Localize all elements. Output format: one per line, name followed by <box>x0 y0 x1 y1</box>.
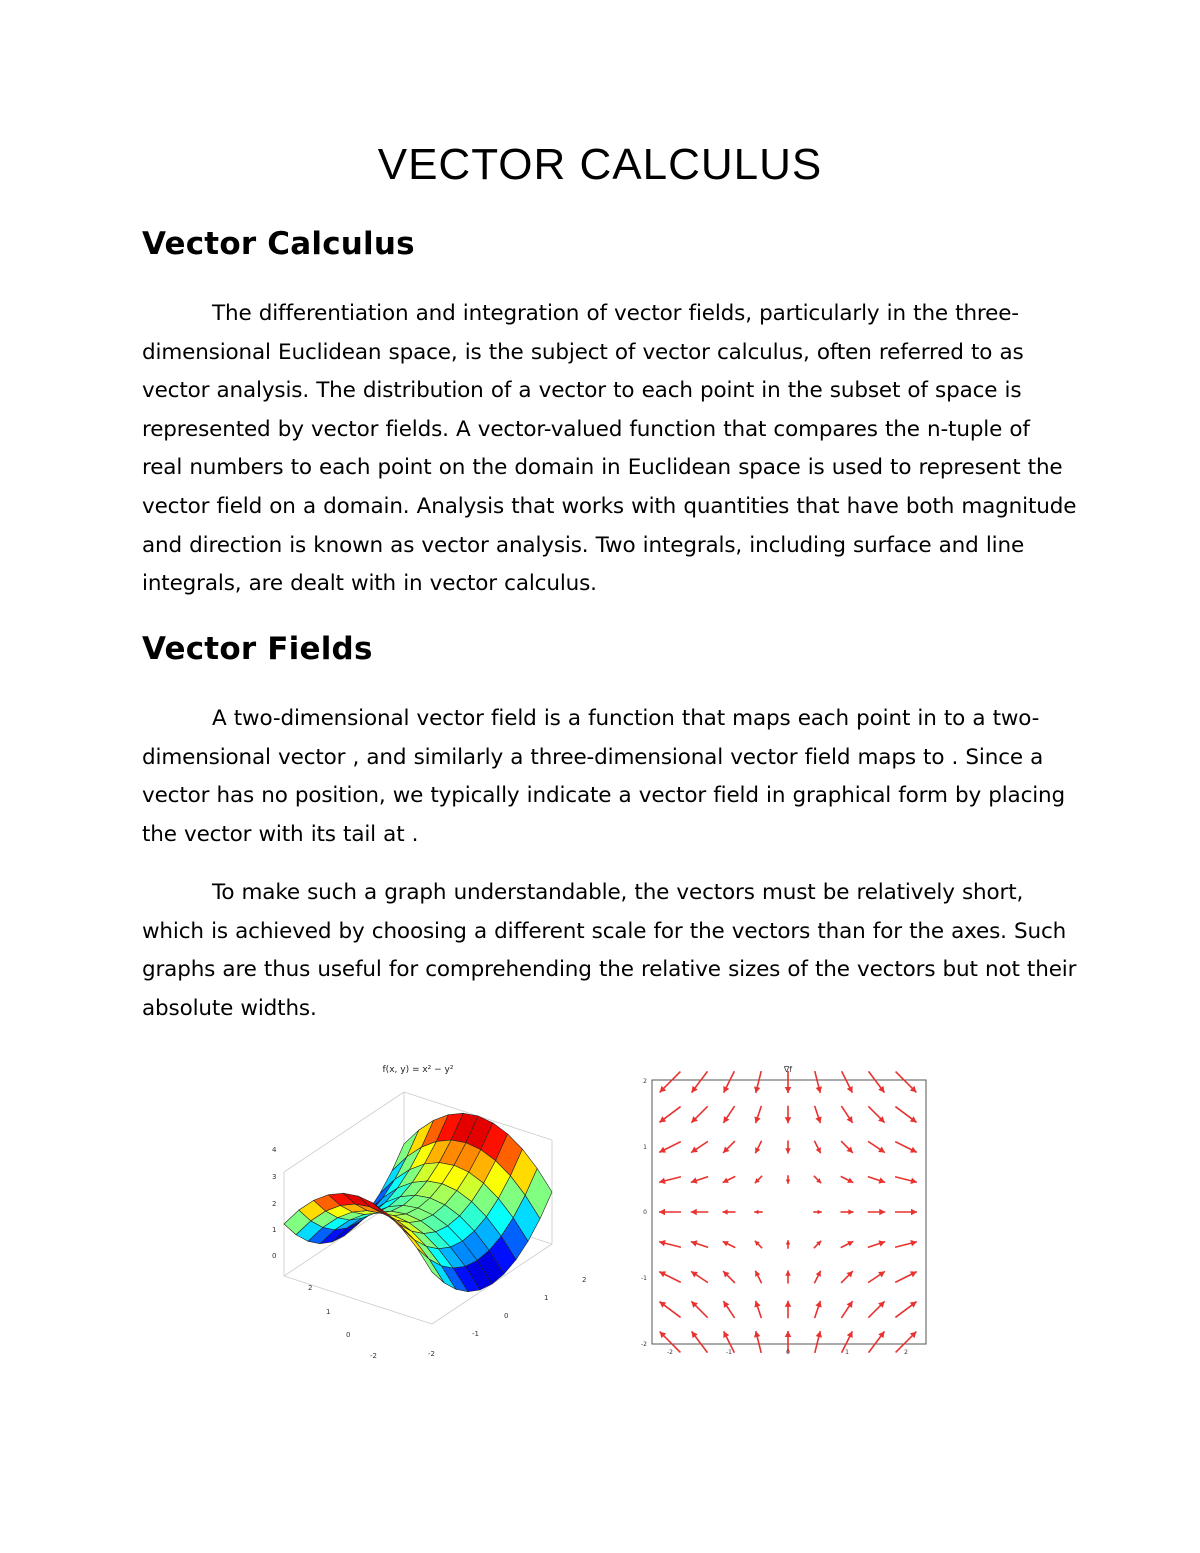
field-arrow-head <box>723 1209 728 1215</box>
x-tick: 0 <box>346 1331 351 1339</box>
field-arrow-head <box>786 1180 791 1184</box>
axes-edge <box>284 1092 404 1172</box>
field-arrow-head <box>785 1117 792 1123</box>
y-tick: 2 <box>643 1078 647 1085</box>
field-arrow-head <box>910 1240 917 1246</box>
field-arrow-head <box>911 1209 917 1216</box>
z-tick: 1 <box>272 1226 277 1234</box>
z-tick: 2 <box>272 1200 277 1208</box>
field-arrow-head <box>816 1086 822 1093</box>
section-heading-vector-calculus: Vector Calculus <box>142 226 415 262</box>
field-arrow-head <box>659 1209 665 1216</box>
field-arrow-head <box>754 1331 760 1338</box>
surface-x-ticks <box>308 1284 377 1360</box>
z-tick: 3 <box>272 1173 277 1181</box>
y-tick: 0 <box>643 1209 647 1216</box>
x-tick: -2 <box>370 1352 377 1360</box>
field-arrow-head <box>659 1240 666 1246</box>
x-tick: 0 <box>786 1349 790 1356</box>
field-arrow-head <box>785 1301 792 1307</box>
field-arrow-head <box>818 1210 822 1215</box>
y-tick: 2 <box>582 1276 587 1284</box>
field-arrow-head <box>879 1209 885 1216</box>
vector-field-figure <box>634 1060 934 1360</box>
vector-field-title: ∇f <box>783 1065 793 1074</box>
page-title: VECTOR CALCULUS <box>377 140 823 189</box>
x-tick: 2 <box>308 1284 313 1292</box>
z-tick: 0 <box>272 1252 277 1260</box>
field-arrow-head <box>754 1086 760 1093</box>
y-tick: 1 <box>544 1294 549 1302</box>
y-tick: -1 <box>641 1275 647 1282</box>
field-arrow-head <box>691 1209 697 1216</box>
y-tick: -2 <box>641 1341 647 1348</box>
x-tick: 1 <box>845 1349 849 1356</box>
y-tick: 1 <box>643 1144 647 1151</box>
x-tick: -2 <box>667 1349 673 1356</box>
surface-plot-figure <box>268 1058 598 1363</box>
field-arrow-head <box>785 1271 791 1276</box>
field-arrow-head <box>848 1209 853 1215</box>
axes-edge <box>284 1276 432 1324</box>
y-tick: -1 <box>472 1330 479 1338</box>
surface-z-ticks <box>272 1146 277 1260</box>
field-arrow-head <box>659 1178 666 1184</box>
x-tick: 1 <box>326 1308 331 1316</box>
field-arrow-head <box>785 1331 792 1337</box>
vector-field-y-ticks <box>641 1078 647 1348</box>
surface-y-ticks <box>428 1276 586 1358</box>
paragraph-vector-fields-1: A two-dimensional vector field is a function that maps each point in to a two-dimensional vector , and similarly a three-dimensional vector field maps to . Since a vector has no position, we typically indicate a vector field in graphical form by placing the vector with its tail at . <box>142 706 1066 847</box>
paragraph-vector-calculus: The differentiation and integration of vector fields, particularly in the three-dimensional Euclidean space, is the subject of vector calculus, often referred to as vector analysis. The distribution of a vector to each point in the subset of space is represented by vector fields. A vector-valued function that compares the n-tuple of real numbers to each point on the domain in Euclidean space is used to represent the vector field on a domain. Analysis that works with quantities that have both magnitude and direction is known as vector analysis. Two integrals, including surface and line integrals, are dealt with in vector calculus. <box>142 301 1077 597</box>
section-heading-vector-fields: Vector Fields <box>142 631 373 667</box>
paragraph-vector-fields-2: To make such a graph understandable, the vectors must be relatively short, which is achieved by choosing a different scale for the vectors than for the axes. Such graphs are thus useful for comprehending the relative sizes of the vectors but not their absolute widths. <box>142 880 1077 1021</box>
x-tick: 2 <box>904 1349 908 1356</box>
vector-field-x-ticks <box>667 1349 908 1356</box>
x-tick: -1 <box>726 1349 732 1356</box>
vector-field-arrows <box>659 1071 917 1353</box>
y-tick: 0 <box>504 1312 509 1320</box>
field-arrow-head <box>786 1240 791 1244</box>
surface-mesh <box>284 1113 552 1291</box>
field-arrow-head <box>785 1087 792 1093</box>
field-arrow-head <box>910 1178 917 1184</box>
z-tick: 4 <box>272 1146 277 1154</box>
y-tick: -2 <box>428 1350 435 1358</box>
field-arrow-head <box>754 1210 758 1215</box>
surface-plot-title: f(x, y) = x² − y² <box>382 1065 454 1075</box>
field-arrow-head <box>785 1148 791 1153</box>
field-arrow-head <box>816 1331 822 1338</box>
